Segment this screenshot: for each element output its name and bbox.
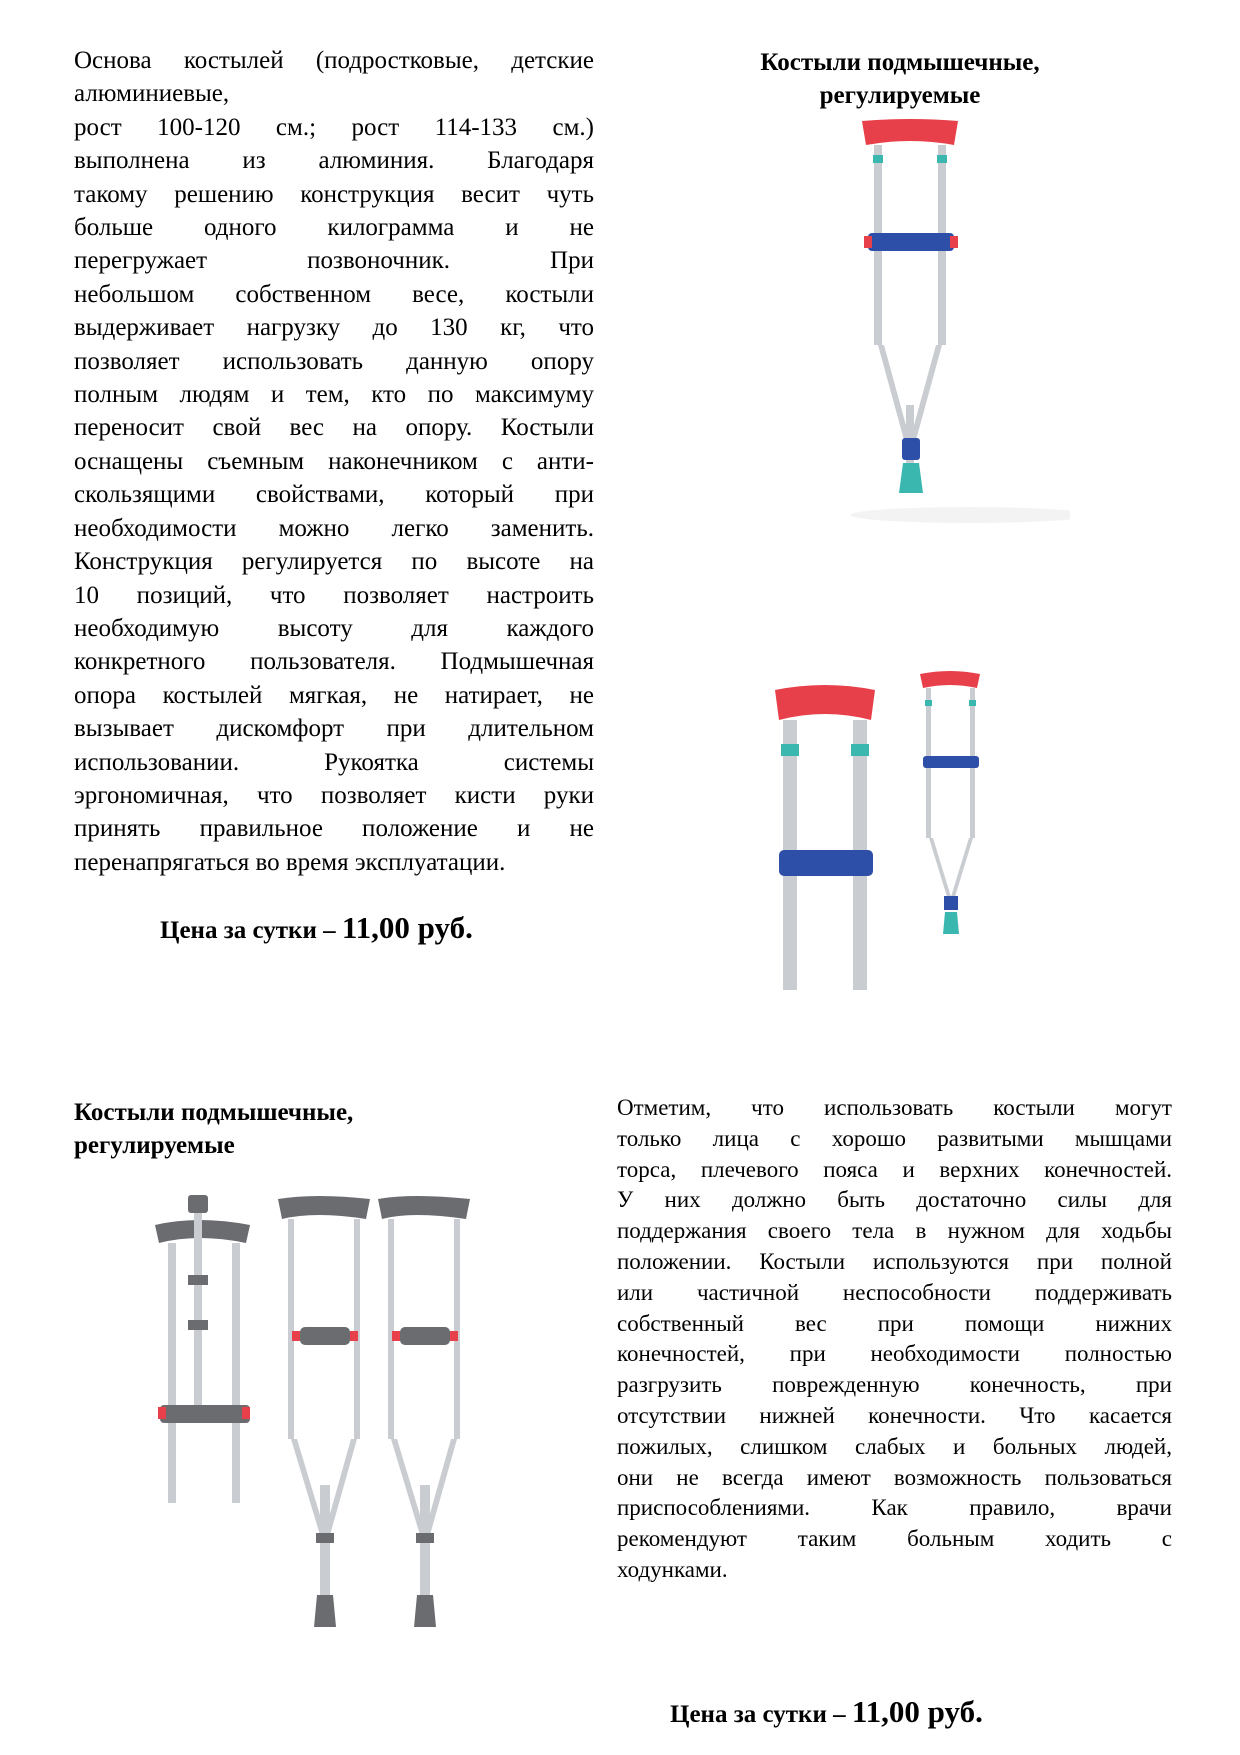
paragraph-line: рекомендуют таким больным ходить с bbox=[617, 1526, 1172, 1552]
paragraph-line: приспособлениями. Как правило, врачи bbox=[617, 1495, 1172, 1521]
paragraph-line: небольшом собственном весе, костыли bbox=[74, 280, 594, 308]
title-line-2: регулируемые bbox=[819, 82, 981, 109]
price-value: 11,00 руб. bbox=[851, 1694, 983, 1729]
section1-price bbox=[160, 910, 473, 946]
section2-price bbox=[670, 1694, 983, 1730]
title-line-1: Костыли подмышечные, bbox=[760, 49, 1040, 76]
title-line-1: Костыли подмышечные, bbox=[74, 1099, 354, 1126]
paragraph-line: Основа костылей (подростковые, детские bbox=[74, 47, 594, 74]
paragraph-line: полным людям и тем, кто по максимуму bbox=[74, 381, 594, 409]
paragraph-line: конкретного пользователя. Подмышечная bbox=[74, 648, 594, 676]
paragraph-line: отсутствии нижней конечности. Что касается bbox=[617, 1402, 1172, 1428]
paragraph-line: собственный вес при помощи нижних bbox=[617, 1310, 1172, 1336]
paragraph-line: пожилых, слишком слабых и больных людей, bbox=[617, 1433, 1172, 1459]
paragraph-line: использовании. Рукоятка системы bbox=[74, 748, 594, 776]
crutch-photo-pair-closeup bbox=[745, 660, 1090, 990]
paragraph-line: ходунками. bbox=[617, 1556, 728, 1582]
paragraph-line: только лица с хорошо развитыми мышцами bbox=[617, 1125, 1172, 1151]
paragraph-line: поддержания своего тела в нужном для ходьбы bbox=[617, 1218, 1172, 1244]
paragraph-line: или частичной неспособности поддерживать bbox=[617, 1279, 1172, 1305]
paragraph-line: разгрузить поврежденную конечность, при bbox=[617, 1372, 1172, 1398]
paragraph-line: скользящими свойствами, который при bbox=[74, 481, 594, 509]
paragraph-line: конечностей, при необходимости полностью bbox=[617, 1341, 1172, 1367]
crutch-photo-single-red-blue bbox=[780, 115, 1070, 545]
price-label: Цена за сутки – bbox=[160, 917, 336, 944]
paragraph-line: эргономичная, что позволяет кисти руки bbox=[74, 781, 594, 809]
paragraph-line: переносит свой вес на опору. Костыли bbox=[74, 414, 594, 442]
paragraph-line: перегружает позвоночник. При bbox=[74, 247, 594, 275]
paragraph-line: принять правильное положение и не bbox=[74, 815, 594, 843]
section1-text bbox=[74, 44, 594, 879]
paragraph-line: больше одного килограмма и не bbox=[74, 214, 594, 242]
crutch-photo-gray-set bbox=[150, 1195, 470, 1635]
paragraph-line: опора костылей мягкая, не натирает, не bbox=[74, 681, 594, 709]
title-line-2: регулируемые bbox=[74, 1132, 235, 1159]
paragraph-line: Конструкция регулируется по высоте на bbox=[74, 548, 594, 576]
paragraph-line: выдерживает нагрузку до 130 кг, что bbox=[74, 314, 594, 342]
section2-paragraph bbox=[617, 1093, 1172, 1586]
paragraph-line: рост 100-120 см.; рост 114-133 см.) bbox=[74, 113, 594, 141]
section1-paragraph bbox=[74, 44, 594, 879]
price-value: 11,00 руб. bbox=[341, 910, 473, 945]
paragraph-line: оснащены съемным наконечником с анти- bbox=[74, 447, 594, 475]
paragraph-line: они не всегда имеют возможность пользоваться bbox=[617, 1464, 1172, 1490]
paragraph-line: такому решению конструкция весит чуть bbox=[74, 180, 594, 208]
paragraph-line: выполнена из алюминия. Благодаря bbox=[74, 147, 594, 175]
section2-title bbox=[74, 1096, 494, 1162]
section2-text bbox=[617, 1093, 1172, 1586]
paragraph-line: необходимую высоту для каждого bbox=[74, 614, 594, 642]
paragraph-line: алюминиевые, bbox=[74, 80, 230, 108]
paragraph-line: вызывает дискомфорт при длительном bbox=[74, 715, 594, 743]
paragraph-line: необходимости можно легко заменить. bbox=[74, 514, 594, 542]
paragraph-line: положении. Костыли используются при полной bbox=[617, 1248, 1172, 1274]
paragraph-line: 10 позиций, что позволяет настроить bbox=[74, 581, 594, 609]
paragraph-line: У них должно быть достаточно силы для bbox=[617, 1187, 1172, 1213]
paragraph-line: перенапрягаться во время эксплуатации. bbox=[74, 848, 506, 876]
paragraph-line: позволяет использовать данную опору bbox=[74, 347, 594, 375]
section1-title bbox=[660, 46, 1140, 112]
paragraph-line: Отметим, что использовать костыли могут bbox=[617, 1095, 1172, 1120]
price-label: Цена за сутки – bbox=[670, 1701, 846, 1728]
paragraph-line: торса, плечевого пояса и верхних конечностей. bbox=[617, 1156, 1172, 1182]
